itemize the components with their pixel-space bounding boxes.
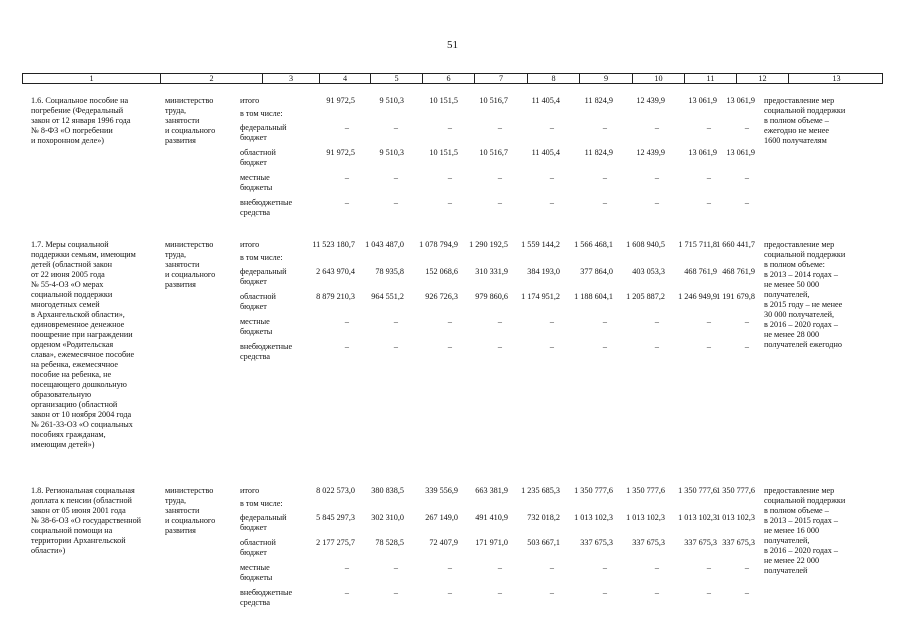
value-cell: 663 381,9: [475, 486, 508, 495]
section-executor-line: труда,: [165, 496, 187, 505]
value-cell: 302 310,0: [371, 513, 404, 522]
section-result-line: социальной поддержки: [764, 250, 846, 259]
value-cell: 10 151,5: [429, 96, 458, 105]
header-col-1: 1: [89, 74, 94, 83]
value-cell: –: [344, 123, 349, 132]
value-cell: 91 972,5: [326, 96, 355, 105]
header-col-11: 11: [684, 74, 736, 84]
value-cell: –: [602, 342, 607, 351]
funding-source-label: средства: [240, 208, 271, 217]
value-cell: 337 675,3: [722, 538, 755, 547]
value-cell: 12 439,9: [636, 148, 665, 157]
value-cell: –: [393, 588, 398, 597]
value-cell: 491 410,9: [475, 513, 508, 522]
section-result-line: в 2015 году – не менее: [764, 300, 843, 309]
value-cell: 403 053,3: [632, 267, 665, 276]
value-cell: 377 864,0: [580, 267, 613, 276]
value-cell: –: [344, 342, 349, 351]
funding-source-label: местные: [240, 173, 270, 182]
section-result-line: в 2013 – 2014 годах –: [764, 270, 838, 279]
value-cell: 1 078 794,9: [419, 240, 458, 249]
value-cell: 5 845 297,3: [316, 513, 355, 522]
section-result-line: не менее 16 000: [764, 526, 820, 535]
section-executor-line: развития: [165, 526, 196, 535]
funding-source-label: в том числе:: [240, 499, 283, 508]
value-cell: 384 193,0: [527, 267, 560, 276]
value-cell: –: [447, 588, 452, 597]
value-cell: 11 824,9: [584, 148, 613, 157]
value-cell: 10 516,7: [479, 148, 508, 157]
table-header-numbers: [22, 73, 883, 84]
value-cell: –: [497, 317, 502, 326]
value-cell: 1 559 144,2: [521, 240, 560, 249]
section-description-line: единовременное денежное: [31, 320, 125, 329]
section-result-line: социальной поддержки: [764, 106, 846, 115]
funding-source-label: бюджет: [240, 133, 267, 142]
section-description-line: в Архангельской области»,: [31, 310, 125, 319]
section-description-line: № 8-ФЗ «О погребении: [31, 126, 113, 135]
value-cell: –: [393, 123, 398, 132]
funding-source-label: бюджет: [240, 158, 267, 167]
section-description-line: образовательную: [31, 390, 92, 399]
value-cell: 267 149,0: [425, 513, 458, 522]
value-cell: 926 726,3: [425, 292, 458, 301]
section-executor-line: и социального: [165, 516, 216, 525]
section-description-line: пособиях гражданам,: [31, 430, 106, 439]
value-cell: –: [744, 563, 749, 572]
funding-source-label: областной: [240, 292, 276, 301]
funding-source-label: внебюджетные: [240, 198, 293, 207]
value-cell: 337 675,3: [632, 538, 665, 547]
value-cell: –: [706, 173, 711, 182]
value-cell: 10 516,7: [479, 96, 508, 105]
section-description-line: организацию (областной: [31, 400, 118, 409]
value-cell: 1 174 951,2: [521, 292, 560, 301]
value-cell: –: [393, 563, 398, 572]
value-cell: –: [447, 563, 452, 572]
value-cell: 8 022 573,0: [316, 486, 355, 495]
header-col-7: 7: [474, 74, 527, 84]
section-description-line: 1.7. Меры социальной: [31, 240, 109, 249]
section-result-line: предоставление мер: [764, 96, 835, 105]
value-cell: –: [654, 588, 659, 597]
value-cell: –: [549, 588, 554, 597]
value-cell: –: [497, 342, 502, 351]
value-cell: 1 246 949,9: [678, 292, 717, 301]
section-executor-line: министерство: [165, 240, 214, 249]
value-cell: –: [744, 123, 749, 132]
section-executor-line: министерство: [165, 486, 214, 495]
section-result-line: получателей,: [764, 536, 810, 545]
value-cell: 1 350 777,6: [716, 486, 755, 495]
section-description-line: и похоронном деле»): [31, 136, 105, 145]
value-cell: –: [344, 588, 349, 597]
value-cell: 11 523 180,7: [312, 240, 355, 249]
value-cell: –: [497, 198, 502, 207]
value-cell: –: [744, 173, 749, 182]
value-cell: –: [602, 563, 607, 572]
value-cell: 979 860,6: [475, 292, 508, 301]
value-cell: 9 510,3: [379, 96, 404, 105]
funding-source-label: бюджет: [240, 277, 267, 286]
section-executor-line: министерство: [165, 96, 214, 105]
value-cell: –: [497, 123, 502, 132]
funding-source-label: местные: [240, 563, 270, 572]
section-executor-line: и социального: [165, 270, 216, 279]
value-cell: –: [549, 317, 554, 326]
value-cell: –: [602, 588, 607, 597]
section-description-line: № 38-6-ОЗ «О государственной: [31, 516, 142, 525]
value-cell: 78 528,5: [375, 538, 404, 547]
value-cell: –: [393, 317, 398, 326]
funding-source-label: средства: [240, 598, 271, 607]
value-cell: –: [447, 198, 452, 207]
section-description-line: пособие на ребенка, не: [31, 370, 112, 379]
value-cell: 1 660 441,7: [716, 240, 755, 249]
section-result-line: социальной поддержки: [764, 496, 846, 505]
section-description-line: орденом «Родительская: [31, 340, 114, 349]
value-cell: 13 061,9: [688, 96, 717, 105]
section-result-line: в 2016 – 2020 годах –: [764, 320, 838, 329]
value-cell: –: [447, 123, 452, 132]
value-cell: 12 439,9: [636, 96, 665, 105]
value-cell: 732 018,2: [527, 513, 560, 522]
value-cell: –: [549, 342, 554, 351]
page-number: 51: [447, 39, 458, 51]
value-cell: 2 177 275,7: [316, 538, 355, 547]
funding-source-label: федеральный: [240, 267, 287, 276]
section-result-line: 1600 получателям: [764, 136, 827, 145]
section-result-line: предоставление мер: [764, 240, 835, 249]
section-executor-line: занятости: [165, 116, 200, 125]
value-cell: –: [744, 317, 749, 326]
funding-source-label: бюджеты: [240, 183, 273, 192]
value-cell: 337 675,3: [580, 538, 613, 547]
value-cell: 1 290 192,5: [469, 240, 508, 249]
funding-source-label: итого: [240, 96, 260, 105]
section-result-line: в 2013 – 2015 годах –: [764, 516, 838, 525]
section-executor-line: и социального: [165, 126, 216, 135]
value-cell: 1 715 711,8: [678, 240, 717, 249]
value-cell: –: [602, 123, 607, 132]
section-result-line: не менее 50 000: [764, 280, 820, 289]
value-cell: –: [393, 342, 398, 351]
section-executor-line: развития: [165, 280, 196, 289]
section-executor-line: занятости: [165, 260, 200, 269]
section-executor-line: занятости: [165, 506, 200, 515]
value-cell: 13 061,9: [726, 96, 755, 105]
value-cell: –: [447, 317, 452, 326]
value-cell: 10 151,5: [429, 148, 458, 157]
value-cell: –: [549, 173, 554, 182]
value-cell: 1 043 487,0: [365, 240, 404, 249]
section-result-line: в полном объеме –: [764, 116, 829, 125]
value-cell: 2 643 970,4: [316, 267, 355, 276]
value-cell: 78 935,8: [375, 267, 404, 276]
section-description-line: 1.6. Социальное пособие на: [31, 96, 129, 105]
section-description-line: социальной поддержки: [31, 290, 113, 299]
funding-source-label: бюджеты: [240, 327, 273, 336]
section-result-line: в полном объеме –: [764, 506, 829, 515]
value-cell: –: [393, 198, 398, 207]
section-description-line: № 261-33-ОЗ «О социальных: [31, 420, 133, 429]
section-description-line: многодетных семей: [31, 300, 100, 309]
header-col-2: 2: [160, 74, 262, 84]
section-description-line: от 22 июня 2005 года: [31, 270, 105, 279]
section-result-line: в 2016 – 2020 годах –: [764, 546, 838, 555]
header-col-3: 3: [262, 74, 319, 84]
funding-source-label: итого: [240, 240, 260, 249]
value-cell: –: [654, 342, 659, 351]
value-cell: 1 191 679,8: [716, 292, 755, 301]
section-description-line: социальной помощи на: [31, 526, 113, 535]
section-result-line: в полном объеме:: [764, 260, 825, 269]
section-description-line: доплата к пенсии (областной: [31, 496, 132, 505]
funding-source-label: бюджет: [240, 302, 267, 311]
section-description-line: погребение (Федеральный: [31, 106, 124, 115]
funding-source-label: федеральный: [240, 123, 287, 132]
value-cell: –: [744, 198, 749, 207]
header-col-5: 5: [370, 74, 422, 84]
value-cell: –: [602, 198, 607, 207]
value-cell: 171 971,0: [475, 538, 508, 547]
funding-source-label: федеральный: [240, 513, 287, 522]
value-cell: 503 667,1: [527, 538, 560, 547]
section-description-line: детей (областной закон: [31, 260, 112, 269]
value-cell: 1 350 777,6: [626, 486, 665, 495]
value-cell: –: [744, 588, 749, 597]
section-description-line: поддержки семьям, имеющим: [31, 250, 136, 259]
value-cell: –: [344, 198, 349, 207]
section-description-line: на ребенка, ежемесячное: [31, 360, 119, 369]
value-cell: 310 331,9: [475, 267, 508, 276]
value-cell: –: [654, 563, 659, 572]
value-cell: 339 556,9: [425, 486, 458, 495]
value-cell: –: [497, 588, 502, 597]
value-cell: –: [344, 173, 349, 182]
value-cell: 1 013 102,3: [574, 513, 613, 522]
header-col-9: 9: [579, 74, 632, 84]
funding-source-label: местные: [240, 317, 270, 326]
section-description-line: слава», ежемесячное пособие: [31, 350, 135, 359]
value-cell: –: [654, 173, 659, 182]
section-result-line: получателей: [764, 566, 808, 575]
value-cell: –: [706, 198, 711, 207]
value-cell: –: [549, 123, 554, 132]
section-description-line: имеющим детей»): [31, 440, 95, 449]
funding-source-label: в том числе:: [240, 253, 283, 262]
value-cell: 8 879 210,3: [316, 292, 355, 301]
value-cell: 11 405,4: [531, 148, 560, 157]
section-executor-line: труда,: [165, 250, 187, 259]
value-cell: 1 350 777,6: [574, 486, 613, 495]
header-col-8: 8: [527, 74, 579, 84]
section-description-line: закон от 05 июня 2001 года: [31, 506, 126, 515]
funding-source-label: в том числе:: [240, 109, 283, 118]
value-cell: –: [549, 198, 554, 207]
header-col-6: 6: [422, 74, 474, 84]
value-cell: 1 608 940,5: [626, 240, 665, 249]
header-col-12: 12: [736, 74, 788, 84]
value-cell: 380 838,5: [371, 486, 404, 495]
value-cell: 1 350 777,6: [678, 486, 717, 495]
value-cell: –: [447, 173, 452, 182]
funding-source-label: внебюджетные: [240, 588, 293, 597]
section-result-line: предоставление мер: [764, 486, 835, 495]
section-description-line: закон от 12 января 1996 года: [31, 116, 131, 125]
funding-source-label: областной: [240, 538, 276, 547]
section-result-line: не менее 22 000: [764, 556, 820, 565]
funding-source-label: бюджет: [240, 523, 267, 532]
value-cell: –: [549, 563, 554, 572]
value-cell: 11 824,9: [584, 96, 613, 105]
funding-source-label: внебюджетные: [240, 342, 293, 351]
header-col-10: 10: [632, 74, 684, 84]
section-result-line: получателей ежегодно: [764, 340, 842, 349]
value-cell: 1 205 887,2: [626, 292, 665, 301]
section-result-line: ежегодно не менее: [764, 126, 830, 135]
value-cell: –: [706, 123, 711, 132]
section-description-line: поощрение при награждении: [31, 330, 133, 339]
section-result-line: получателей,: [764, 290, 810, 299]
value-cell: –: [344, 563, 349, 572]
funding-source-label: средства: [240, 352, 271, 361]
section-description-line: посещающего дошкольную: [31, 380, 127, 389]
value-cell: 468 761,9: [684, 267, 717, 276]
value-cell: –: [602, 317, 607, 326]
value-cell: –: [654, 123, 659, 132]
value-cell: –: [654, 317, 659, 326]
value-cell: 1 566 468,1: [574, 240, 613, 249]
value-cell: –: [706, 317, 711, 326]
section-description-line: 1.8. Региональная социальная: [31, 486, 135, 495]
value-cell: 1 013 102,3: [716, 513, 755, 522]
value-cell: –: [344, 317, 349, 326]
value-cell: 337 675,3: [684, 538, 717, 547]
header-col-4: 4: [319, 74, 370, 84]
value-cell: 11 405,4: [531, 96, 560, 105]
section-result-line: 30 000 получателей,: [764, 310, 835, 319]
section-description-line: № 55-4-ОЗ «О мерах: [31, 280, 104, 289]
value-cell: –: [393, 173, 398, 182]
value-cell: –: [706, 342, 711, 351]
value-cell: –: [602, 173, 607, 182]
funding-source-label: бюджеты: [240, 573, 273, 582]
value-cell: 9 510,3: [379, 148, 404, 157]
value-cell: –: [706, 588, 711, 597]
funding-source-label: итого: [240, 486, 260, 495]
section-description-line: закон от 10 ноября 2004 года: [31, 410, 132, 419]
funding-source-label: областной: [240, 148, 276, 157]
value-cell: 91 972,5: [326, 148, 355, 157]
funding-source-label: бюджет: [240, 548, 267, 557]
value-cell: 468 761,9: [722, 267, 755, 276]
value-cell: –: [706, 563, 711, 572]
section-result-line: не менее 28 000: [764, 330, 820, 339]
value-cell: –: [497, 563, 502, 572]
value-cell: 152 068,6: [425, 267, 458, 276]
value-cell: 1 188 604,1: [574, 292, 613, 301]
section-description-line: территории Архангельской: [31, 536, 126, 545]
value-cell: –: [744, 342, 749, 351]
section-executor-line: развития: [165, 136, 196, 145]
value-cell: –: [654, 198, 659, 207]
value-cell: 1 235 685,3: [521, 486, 560, 495]
section-description-line: области»): [31, 546, 66, 555]
value-cell: 13 061,9: [688, 148, 717, 157]
value-cell: 13 061,9: [726, 148, 755, 157]
value-cell: 1 013 102,3: [678, 513, 717, 522]
value-cell: –: [497, 173, 502, 182]
section-executor-line: труда,: [165, 106, 187, 115]
value-cell: 964 551,2: [371, 292, 404, 301]
header-col-13: 13: [788, 74, 884, 84]
value-cell: –: [447, 342, 452, 351]
value-cell: 1 013 102,3: [626, 513, 665, 522]
value-cell: 72 407,9: [429, 538, 458, 547]
